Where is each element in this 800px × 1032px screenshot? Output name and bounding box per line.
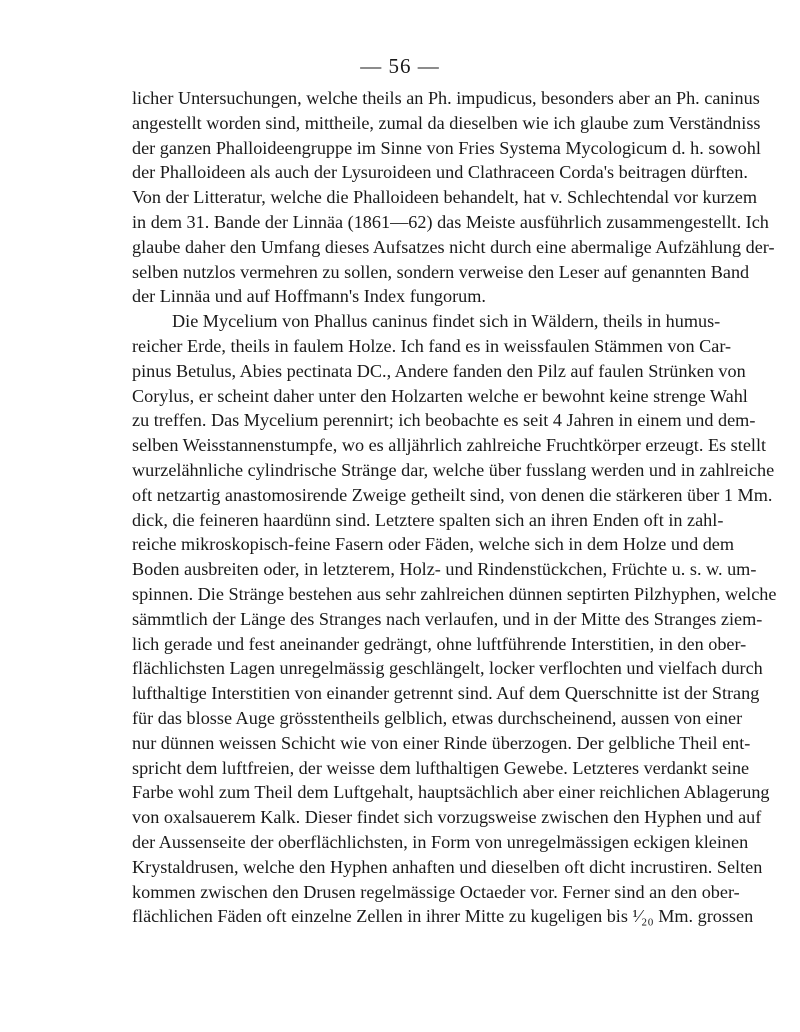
text-line: selben nutzlos vermehren zu sollen, sondern verweise den Leser auf genannten Band	[132, 261, 750, 282]
text-line: selben Weisstannenstumpfe, wo es alljährlich zahlreiche Fruchtkörper erzeugt. Es stellt	[132, 435, 767, 456]
text-line: lufthaltige Interstitien von einander getrennt sind. Auf dem Querschnitte ist der Strang	[132, 683, 760, 704]
text-line: pinus Betulus, Abies pectinata DC., Andere fanden den Pilz auf faulen Strünken von	[132, 360, 746, 381]
text-line: sämmtlich der Länge des Stranges nach verlaufen, und in der Mitte des Stranges ziem-	[132, 608, 763, 629]
text-line: reicher Erde, theils in faulem Holze. Ich fand es in weissfaulen Stämmen von Car-	[132, 335, 732, 356]
text-line: Boden ausbreiten oder, in letzterem, Holz- und Rindenstückchen, Früchte u. s. w. um-	[132, 559, 757, 580]
text-line: der Aussenseite der oberflächlichsten, in Form von unregelmässigen eckigen kleinen	[132, 831, 749, 852]
text-line: licher Untersuchungen, welche theils an Ph. impudicus, besonders aber an Ph. caninus	[132, 88, 760, 108]
text-line: für das blosse Auge grösstentheils gelblich, etwas durchscheinend, aussen von einer	[132, 707, 743, 728]
text-line: spricht dem luftfreien, der weisse dem lufthaltigen Gewebe. Letzteres verdankt seine	[132, 757, 750, 778]
text-line: flächlichen Fäden oft einzelne Zellen in ihrer Mitte zu kugeligen bis ¹⁄₂₀ Mm. grossen	[132, 906, 754, 927]
text-line: der Phalloideen als auch der Lysuroideen und Clathraceen Corda's beitragen dürften.	[132, 162, 748, 183]
text-line: nur dünnen weissen Schicht wie von einer Rinde überzogen. Der gelbliche Theil ent-	[132, 732, 751, 753]
text-line: reiche mikroskopisch-feine Fasern oder Fäden, welche sich in dem Holze und dem	[132, 534, 735, 555]
text-line: von oxalsauerem Kalk. Dieser findet sich vorzugsweise zwischen den Hyphen und auf	[132, 807, 762, 828]
text-line: glaube daher den Umfang dieses Aufsatzes nicht durch eine abermalige Aufzählung der-	[132, 236, 775, 257]
text-line: wurzelähnliche cylindrische Stränge dar, welche über fusslang werden und in zahlreiche	[132, 459, 775, 480]
page-number: — 56 —	[360, 54, 440, 78]
text-line: dick, die feineren haardünn sind. Letztere spalten sich an ihren Enden oft in zahl-	[132, 509, 724, 530]
text-line: der Linnäa und auf Hoffmann's Index fungorum.	[132, 286, 486, 307]
text-line: Krystaldrusen, welche den Hyphen anhaften und dieselben oft dicht incrustiren. Selten	[132, 856, 763, 877]
text-line-paragraph-start: Die Mycelium von Phallus caninus findet sich in Wäldern, theils in humus-	[172, 311, 721, 332]
text-line: Farbe wohl zum Theil dem Luftgehalt, hauptsächlich aber einer reichlichen Ablagerung	[132, 782, 770, 803]
text-line: flächlichsten Lagen unregelmässig geschlängelt, locker verflochten und vielfach durch	[132, 658, 763, 679]
text-line: in dem 31. Bande der Linnäa (1861—62) das Meiste ausführlich zusammengestellt. Ich	[132, 211, 769, 232]
text-line: angestellt worden sind, mittheile, zumal da dieselben wie ich glaube zum Verständniss	[132, 112, 761, 133]
text-line: zu treffen. Das Mycelium perennirt; ich beobachte es seit 4 Jahren in einem und dem-	[132, 410, 756, 431]
text-line: oft netzartig anastomosirende Zweige getheilt sind, von denen die stärkeren über 1 Mm.	[132, 484, 773, 505]
text-line: lich gerade und fest aneinander gedrängt, ohne luftführende Interstitien, in den ober-	[132, 633, 747, 654]
text-line: Von der Litteratur, welche die Phalloideen behandelt, hat v. Schlechtendal vor kurzem	[132, 187, 758, 208]
text-line: kommen zwischen den Drusen regelmässige Octaeder vor. Ferner sind an den ober-	[132, 881, 740, 902]
text-line: spinnen. Die Stränge bestehen aus sehr zahlreichen dünnen septirten Pilzhyphen, welche	[132, 583, 777, 604]
text-line: der ganzen Phalloideengruppe im Sinne von Fries Systema Mycologicum d. h. sowohl	[132, 137, 761, 158]
text-line: Corylus, er scheint daher unter den Holzarten welche er bewohnt keine strenge Wahl	[132, 385, 748, 406]
body-text	[132, 86, 777, 929]
